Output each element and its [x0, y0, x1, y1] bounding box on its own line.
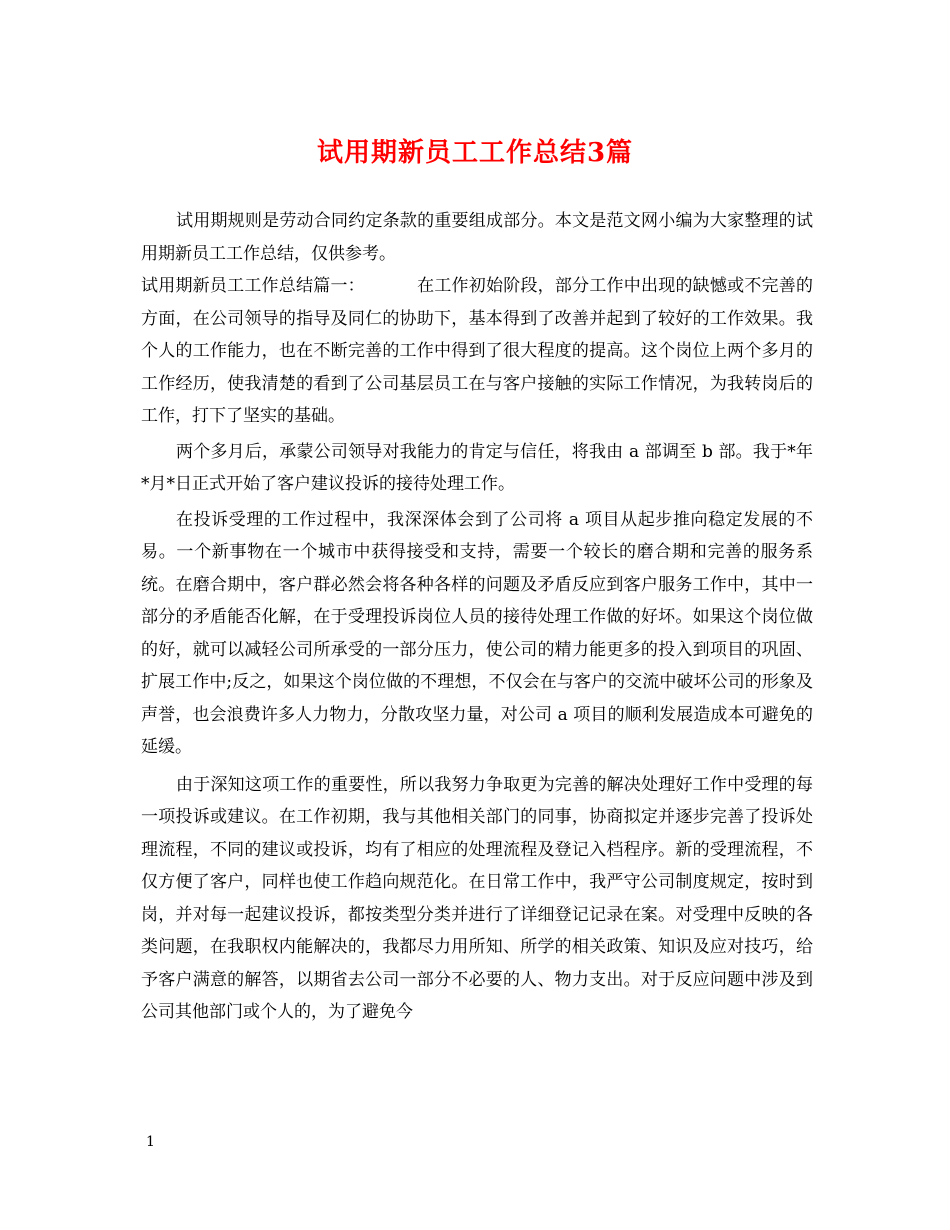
- body-paragraph: 由于深知这项工作的重要性，所以我努力争取更为完善的解决处理好工作中受理的每一项投诉或建议。在工作初期，我与其他相关部门的同事，协商拟定并逐步完善了投诉处理流程，不同的建议或投诉，均有了相应的处理流程及登记入档程序。新的受理流程，不仅方便了客户，同样也使工作趋向规范化。在日常工作中，我严守公司制度规定，按时到岗，并对每一起建议投诉，都按类型分类并进行了详细登记记录在案。对受理中反映的各类问题，在我职权内能解决的，我都尽力用所知、所学的相关政策、知识及应对技巧，给予客户满意的解答，以期省去公司一部分不必要的人、物力支出。对于反应问题中涉及到公司其他部门或个人的，为了避免今: [141, 774, 813, 1022]
- document-body: [141, 205, 813, 1029]
- section-body: 在工作初始阶段，部分工作中出现的缺憾或不完善的方面，在公司领导的指导及同仁的协助下，基本得到了改善并起到了较好的工作效果。我个人的工作能力，也在不断完善的工作中得到了很大程度的提高。这个岗位上两个多月的工作经历，使我清楚的看到了公司基层员工在与客户接触的实际工作情况，为我转岗后的工作，打下了坚实的基础。: [141, 276, 814, 426]
- section-heading: 试用期新员工工作总结篇一：: [141, 276, 365, 296]
- body-paragraph: 两个多月后，承蒙公司领导对我能力的肯定与信任，将我由 a 部调至 b 部。我于*年*月*日正式开始了客户建议投诉的接待处理工作。: [141, 441, 813, 494]
- section-paragraph: [141, 270, 813, 433]
- document-title: 试用期新员工工作总结3篇: [316, 138, 634, 168]
- page-number: 1: [146, 1134, 155, 1150]
- body-paragraph: 在投诉受理的工作过程中，我深深体会到了公司将 a 项目从起步推向稳定发展的不易。一个新事物在一个城市中获得接受和支持，需要一个较长的磨合期和完善的服务系统。在磨合期中，客户群必然会将各种各样的问题及矛盾反应到客户服务工作中，其中一部分的矛盾能否化解，在于受理投诉岗位人员的接待处理工作做的好坏。如果这个岗位做的好，就可以减轻公司所承受的一部分压力，使公司的精力能更多的投入到项目的巩固、扩展工作中;反之，如果这个岗位做的不理想，不仅会在与客户的交流中破坏公司的形象及声誉，也会浪费许多人力物力，分散攻坚力量，对公司 a 项目的顺利发展造成本可避免的延缓。: [141, 509, 813, 757]
- intro-paragraph: 试用期规则是劳动合同约定条款的重要组成部分。本文是范文网小编为大家整理的试用期新员工工作总结，仅供参考。: [141, 211, 813, 264]
